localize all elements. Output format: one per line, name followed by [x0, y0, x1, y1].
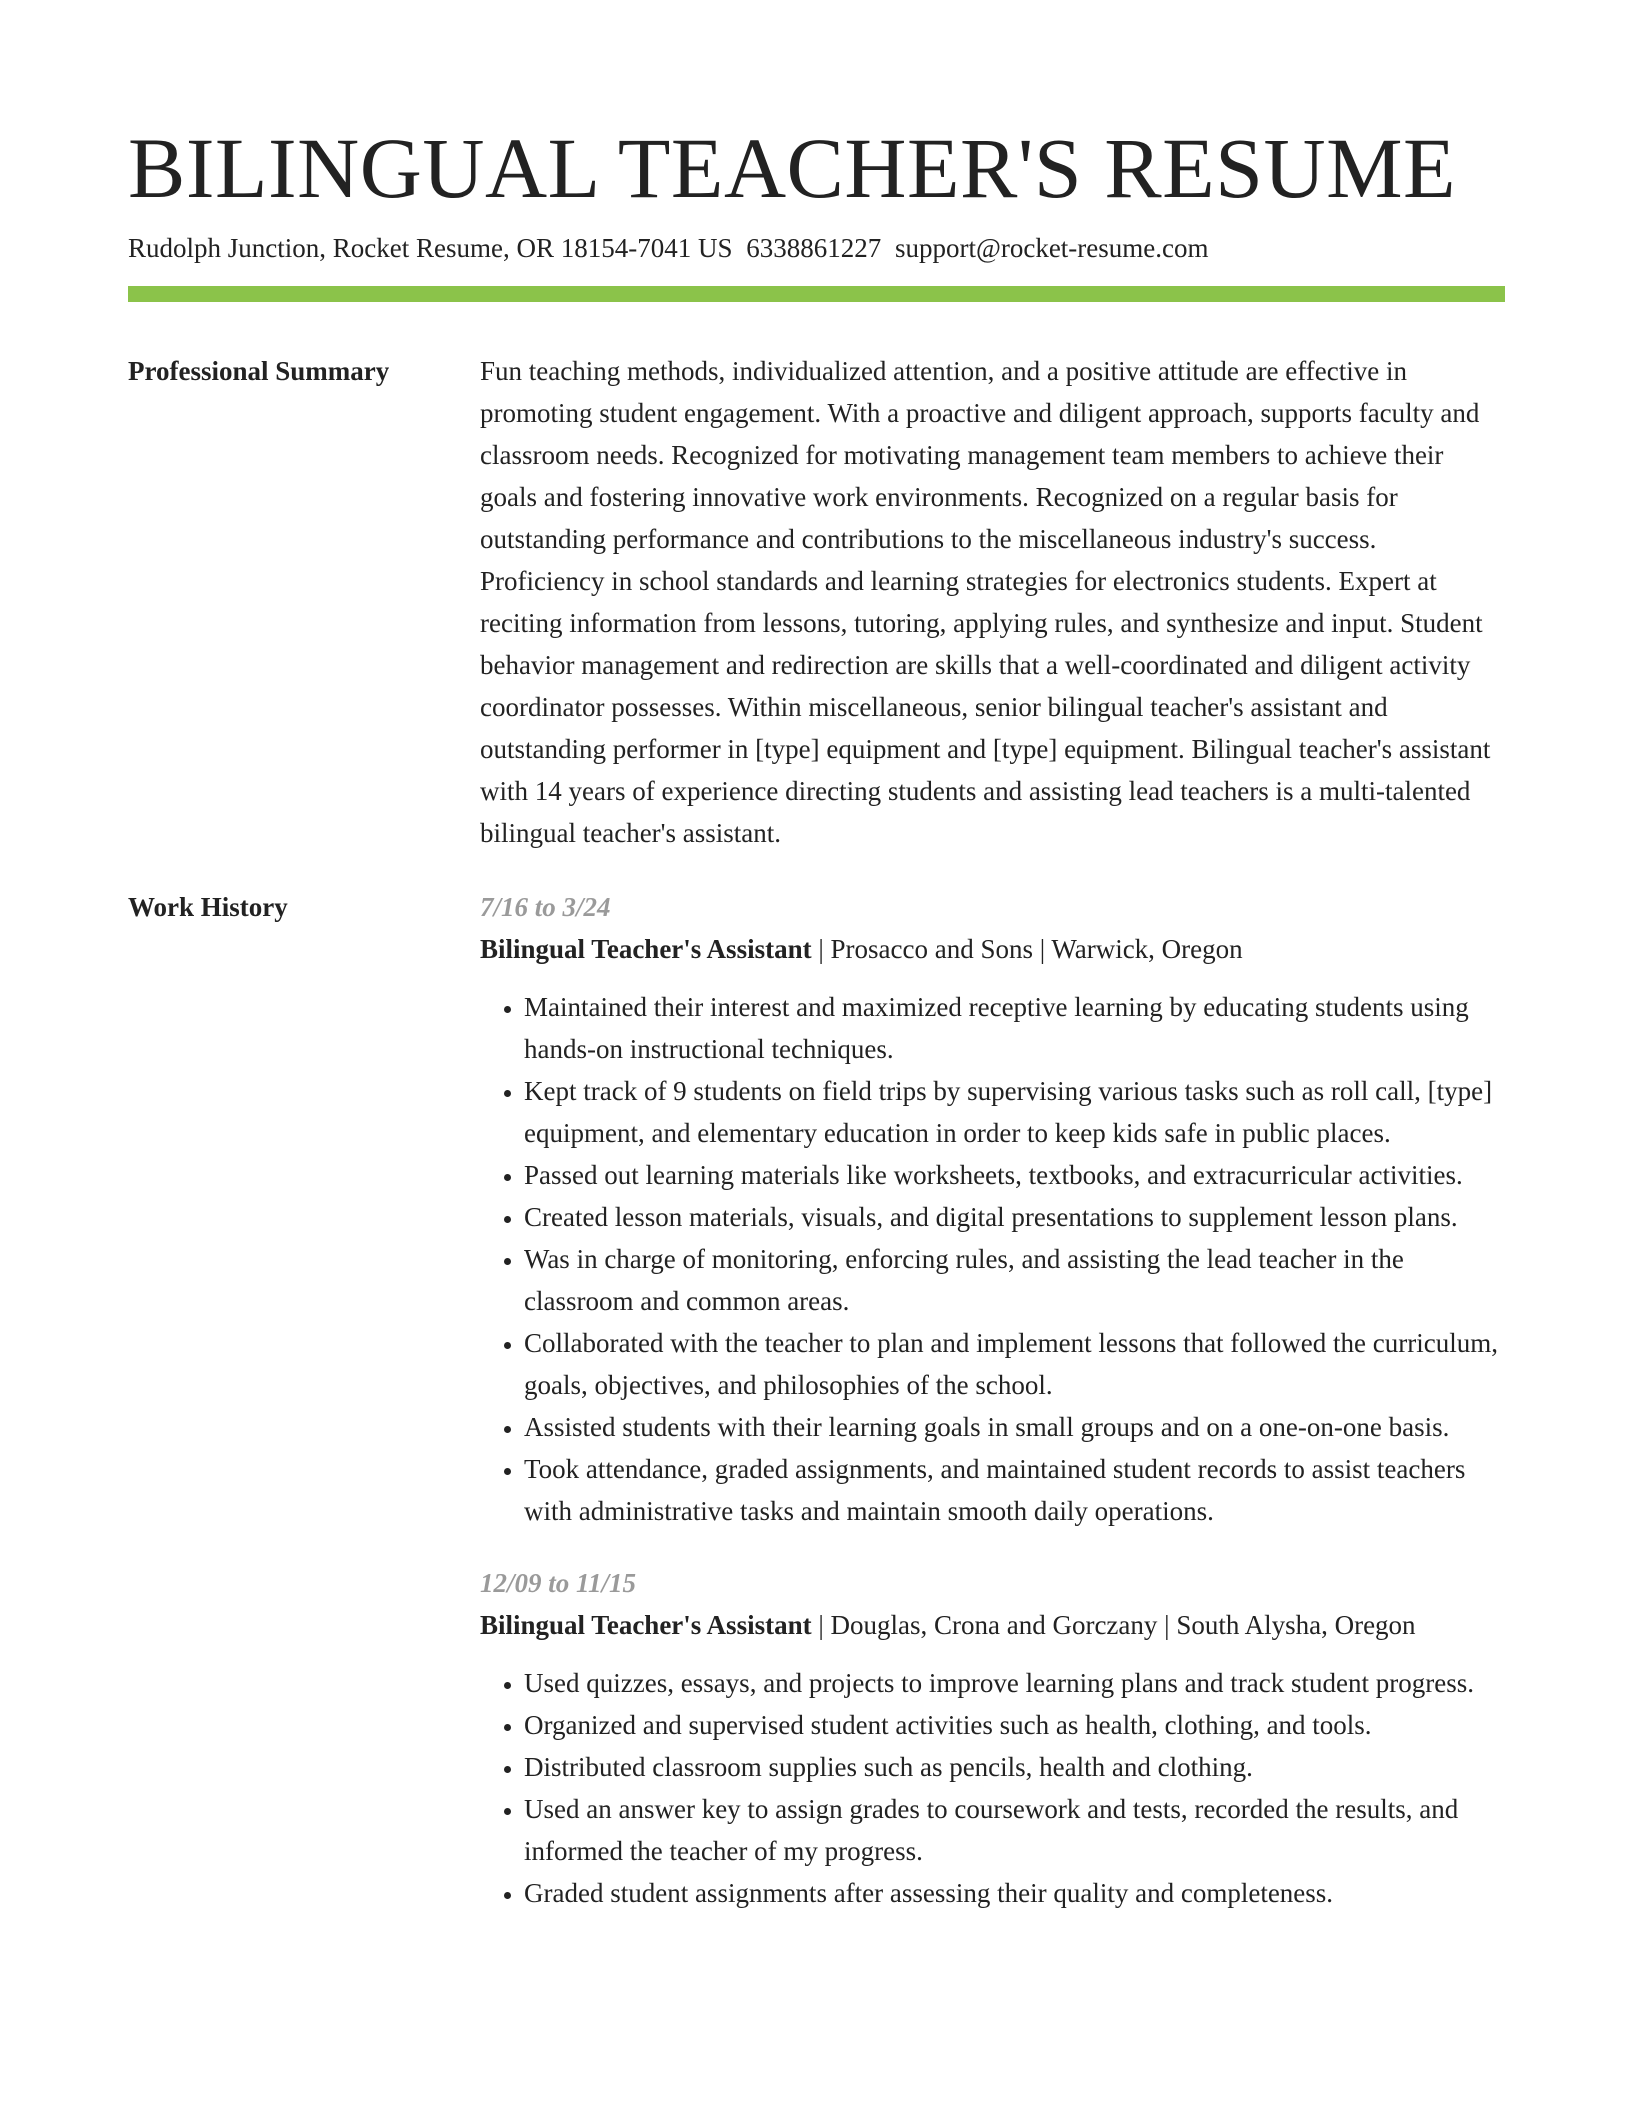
job-bullet: • Maintained their interest and maximized receptive learning by educating students using hands-on instructional techniques.: [524, 986, 1505, 1070]
header-divider: [128, 286, 1505, 302]
job-separator: |: [818, 934, 831, 964]
job-bullet: • Distributed classroom supplies such as pencils, health and clothing.: [524, 1746, 1505, 1788]
job-location: Warwick, Oregon: [1051, 934, 1243, 964]
contact-line: [128, 232, 1209, 264]
work-history-body: [480, 886, 1505, 1944]
job-entry: [480, 1562, 1505, 1914]
job-bullet: • Kept track of 9 students on field trips by supervising various tasks such as roll call, [type] equipment, and elementary education in order to keep kids safe in public places.: [524, 1070, 1505, 1154]
job-company: Prosacco and Sons: [830, 934, 1033, 964]
contact-address: Rudolph Junction, Rocket Resume, OR 18154-7041 US: [128, 233, 733, 263]
job-bullet: • Took attendance, graded assignments, and maintained student records to assist teachers with administrative tasks and maintain smooth daily operations.: [524, 1448, 1505, 1532]
job-separator: |: [1164, 1610, 1177, 1640]
job-bullet: • Graded student assignments after assessing their quality and completeness.: [524, 1872, 1505, 1914]
job-heading: [480, 928, 1505, 970]
job-dates: 12/09 to 11/15: [480, 1568, 637, 1598]
job-bullet: • Used quizzes, essays, and projects to improve learning plans and track student progress.: [524, 1662, 1505, 1704]
job-separator: |: [818, 1610, 831, 1640]
contact-email[interactable]: support@rocket-resume.com: [894, 233, 1209, 263]
job-dates: 7/16 to 3/24: [480, 892, 611, 922]
job-bullet: • Collaborated with the teacher to plan and implement lessons that followed the curriculum, goals, objectives, and philosophies of the school.: [524, 1322, 1505, 1406]
job-company: Douglas, Crona and Gorczany: [830, 1610, 1158, 1640]
job-bullet: • Used an answer key to assign grades to coursework and tests, recorded the results, and informed the teacher of my progress.: [524, 1788, 1505, 1872]
contact-phone: 6338861227: [746, 233, 882, 263]
job-bullet-list: [480, 1662, 1505, 1914]
job-role: Bilingual Teacher's Assistant: [480, 1610, 812, 1640]
summary-body: [480, 350, 1505, 854]
job-bullet: • Organized and supervised student activities such as health, clothing, and tools.: [524, 1704, 1505, 1746]
resume-title: BILINGUAL TEACHER'S RESUME: [128, 120, 1457, 216]
job-bullet: • Passed out learning materials like worksheets, textbooks, and extracurricular activities.: [524, 1154, 1505, 1196]
job-entry: [480, 886, 1505, 1532]
job-bullet-list: [480, 986, 1505, 1532]
job-bullet: • Created lesson materials, visuals, and digital presentations to supplement lesson plans.: [524, 1196, 1505, 1238]
summary-label: Professional Summary: [128, 356, 390, 386]
job-location: South Alysha, Oregon: [1176, 1610, 1416, 1640]
job-bullet: • Was in charge of monitoring, enforcing rules, and assisting the lead teacher in the classroom and common areas.: [524, 1238, 1505, 1322]
job-heading: [480, 1604, 1505, 1646]
summary-text: Fun teaching methods, individualized attention, and a positive attitude are effective in promoting student engagement. With a proactive and diligent approach, supports faculty and classroom needs. Recognized for motivating management team members to achieve their goals and fostering innovative work environments. Recognized on a regular basis for outstanding performance and contributions to the miscellaneous industry's success. Proficiency in school standards and learning strategies for electronics students. Expert at reciting information from lessons, tutoring, applying rules, and synthesize and input. Student behavior management and redirection are skills that a well-coordinated and diligent activity coordinator possesses. Within miscellaneous, senior bilingual teacher's assistant and outstanding performer in [type] equipment and [type] equipment. Bilingual teacher's assistant with 14 years of experience directing students and assisting lead teachers is a multi-talented bilingual teacher's assistant.: [480, 356, 1491, 848]
job-separator: |: [1039, 934, 1052, 964]
job-bullet: • Assisted students with their learning goals in small groups and on a one-on-one basis.: [524, 1406, 1505, 1448]
job-role: Bilingual Teacher's Assistant: [480, 934, 812, 964]
work-history-label: Work History: [128, 892, 288, 922]
